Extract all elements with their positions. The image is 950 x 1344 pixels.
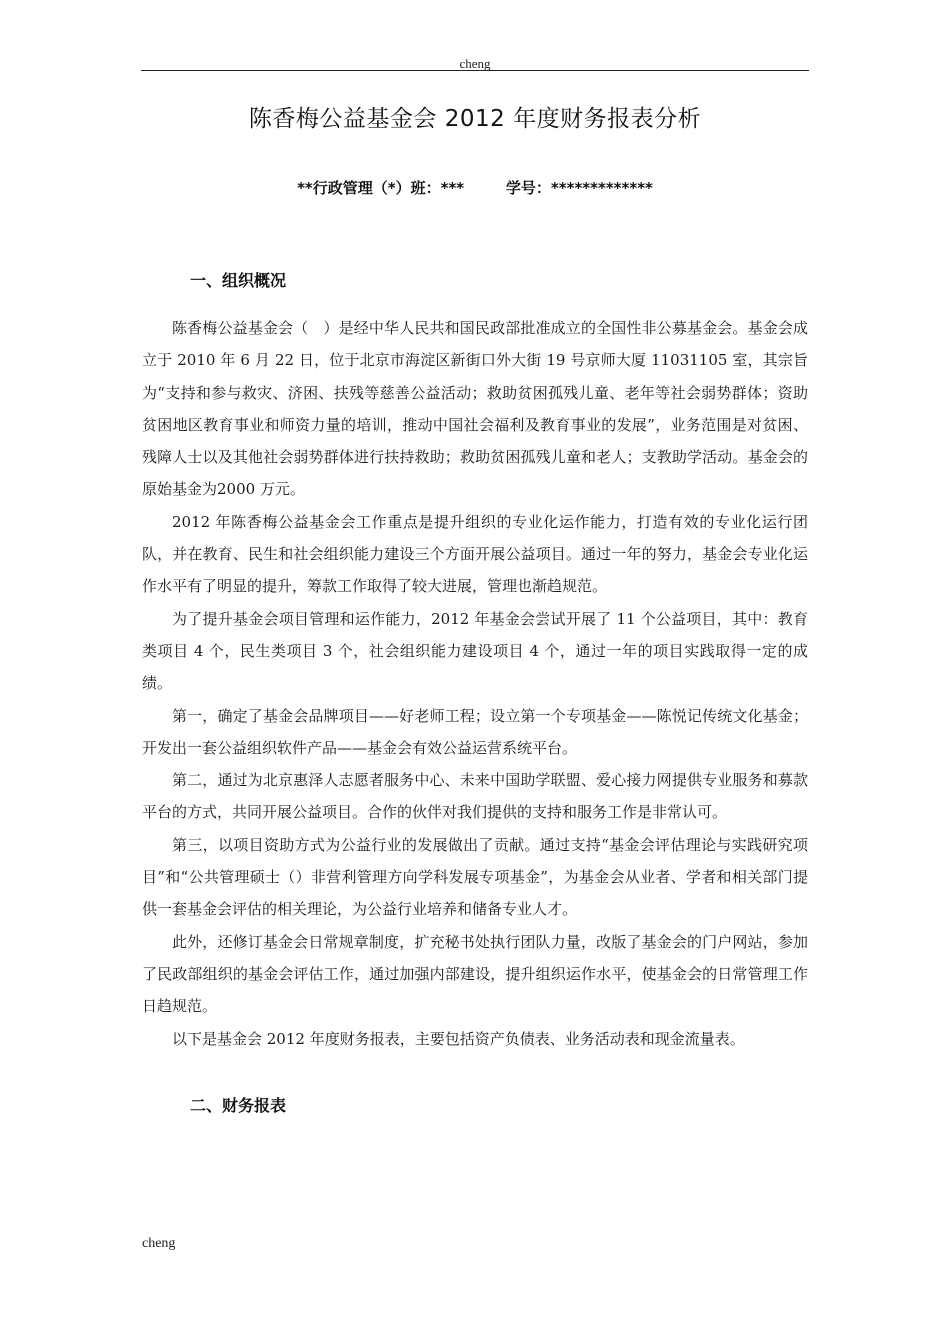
section-heading-overview: 一、组织概况 xyxy=(190,271,287,290)
paragraph-first: 第一，确定了基金会品牌项目——好老师工程；设立第一个专项基金——陈悦记传统文化基金；开发出一套公益组织软件产品——基金会有效公益运营系统平台。 xyxy=(142,706,808,757)
header-rule xyxy=(141,70,809,71)
paragraph-third: 第三，以项目资助方式为公益行业的发展做出了贡献。通过支持“基金会评估理论与实践研究项目”和“公共管理硕士（）非营利管理方向学科发展专项基金”，为基金会从业者、学者和相关部门提供一套基金会评估的相关理论，为公益行业培养和储备专业人才。 xyxy=(142,835,808,919)
paragraph-additional: 此外，还修订基金会日常规章制度，扩充秘书处执行团队力量，改版了基金会的门户网站，参加了民政部组织的基金会评估工作，通过加强内部建设，提升组织运作水平，使基金会的日常管理工作日趋规范。 xyxy=(142,932,808,1016)
paragraph-intro: 陈香梅公益基金会（ ）是经中华人民共和国民政部批准成立的全国性非公募基金会。基金会成立于 2010 年 6 月 22 日，位于北京市海淀区新街口外大街 19 号京师大厦 11031105 室，其宗旨为“支持和参与救灾、济困、扶残等慈善公益活动；救助贫困孤残儿童、老年等社会弱势群体；资助贫困地区教育事业和师资力量的培训，推动中国社会福利及教育事业的发展”，业务范围是对贫困、残障人士以及其他社会弱势群体进行扶持救助；救助贫困孤残儿童和老人；支教助学活动。基金会的原始基金为2000 万元。 xyxy=(142,319,808,499)
paragraph-projects: 为了提升基金会项目管理和运作能力，2012 年基金会尝试开展了 11 个公益项目，其中：教育类项目 4 个，民生类项目 3 个，社会组织能力建设项目 4 个，通过一年的项目实践取得一定的成绩。 xyxy=(142,609,808,693)
body-text xyxy=(142,312,808,1055)
document-title: 陈香梅公益基金会 2012 年度财务报表分析 xyxy=(248,106,702,132)
paragraph-transition: 以下是基金会 2012 年度财务报表，主要包括资产负债表、业务活动表和现金流量表。 xyxy=(172,1029,745,1048)
paragraph-second: 第二，通过为北京惠泽人志愿者服务中心、未来中国助学联盟、爱心接力网提供专业服务和募款平台的方式，共同开展公益项目。合作的伙伴对我们提供的支持和服务工作是非常认可。 xyxy=(142,771,808,822)
page-header-text: cheng xyxy=(459,56,491,71)
author-byline: **行政管理（*）班：*** 学号：************* xyxy=(297,179,653,197)
paragraph-focus: 2012 年陈香梅公益基金会工作重点是提升组织的专业化运作能力，打造有效的专业化运行团队，并在教育、民生和社会组织能力建设三个方面开展公益项目。通过一年的努力，基金会专业化运作水平有了明显的提升，筹款工作取得了较大进展，管理也渐趋规范。 xyxy=(142,512,808,596)
section-heading-financial-statements: 二、财务报表 xyxy=(190,1096,287,1115)
page-footer-text: cheng xyxy=(142,1236,176,1251)
